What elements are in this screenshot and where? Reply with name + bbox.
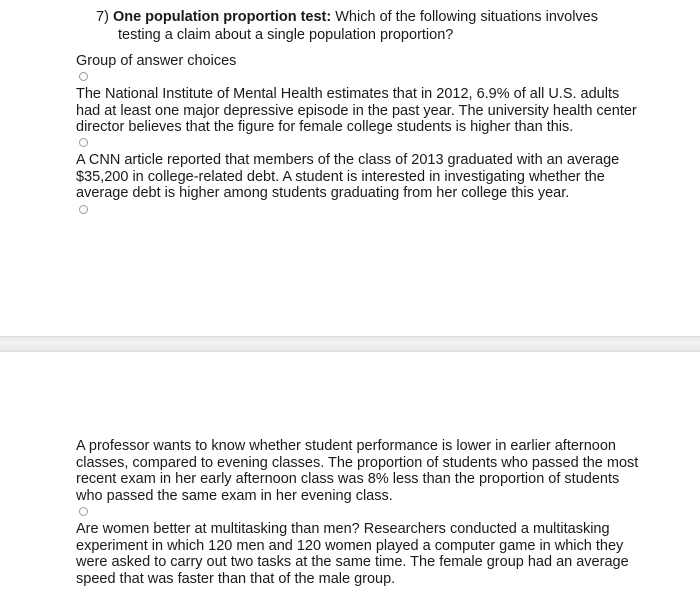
choice-2-radio[interactable] xyxy=(79,138,88,147)
answer-choices-label: Group of answer choices xyxy=(76,53,237,69)
question-topic: One population proportion test: xyxy=(112,9,332,25)
choice-3-text[interactable]: A professor wants to know whether student performance is lower in earlier afternoon classes, compared to evening classes. The proportion of students who passed the most recent exam in her early afternoon class was 8% less than the proportion of students who passed the same exam in her evening class. xyxy=(76,438,639,504)
question-prompt-line2: testing a claim about a single population proportion? xyxy=(118,27,454,43)
choice-4-text[interactable]: Are women better at multitasking than men? Researchers conducted a multitasking experiment in which 120 men and 120 women played a computer game in which they were asked to carry out two tasks at the same time. The female group had an average speed that was faster than that of the male group. xyxy=(76,521,629,587)
choice-3-radio[interactable] xyxy=(79,205,88,214)
choice-4-radio[interactable] xyxy=(79,507,88,516)
question-number: 7) xyxy=(96,9,109,25)
question-prompt-line1: Which of the following situations involves xyxy=(335,9,598,25)
choice-1-radio[interactable] xyxy=(79,72,88,81)
page-break-divider xyxy=(0,336,700,352)
question-header xyxy=(96,8,656,44)
choice-2-text[interactable]: A CNN article reported that members of the class of 2013 graduated with an average $35,200 in college-related debt. A student is interested in investigating whether the average debt is higher among students graduating from her college this year. xyxy=(76,152,620,201)
choice-1-text[interactable]: The National Institute of Mental Health estimates that in 2012, 6.9% of all U.S. adults had at least one major depressive episode in the past year. The university health center director believes that the figure for female college students is higher than this. xyxy=(76,86,637,135)
